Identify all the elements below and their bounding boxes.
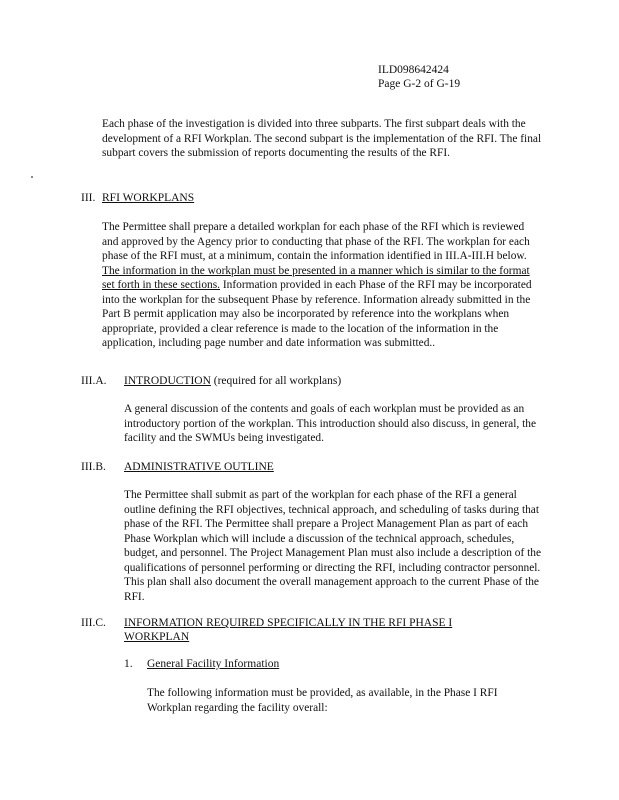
section-title: ADMINISTRATIVE OUTLINE [124,461,274,473]
paragraph-text: Information provided in each Phase of the RFI may be incorporated into the workplan for the subsequent Phase by reference. Information already submitted in the Part B permit application may also be incorporated by reference into the workplans when appropriate, provided a clear reference is made to the location of the information in the application, including page number and date information was submitted.. [102,279,532,349]
item-paragraph: The following information must be provided, as available, in the Phase I RFI Workplan regarding the facility overall: [147,687,498,714]
section-title-continued: WORKPLAN [124,631,190,643]
page-number: Page G-2 of G-19 [378,78,461,90]
intro-paragraph: Each phase of the investigation is divided into three subparts. The first subpart deals with the development of a RFI Workplan. The second subpart is the implementation of the RFI. The final subpart covers the submission of reports documenting the results of the RFI. [102,118,542,159]
item-title: General Facility Information [147,658,280,670]
section-title: INTRODUCTION [124,375,211,387]
scan-speck [31,176,33,178]
section-paragraph: A general discussion of the contents and goals of each workplan must be provided as an introductory portion of the workplan. This introduction should also discuss, in general, the facility and the SWMUs being investigated. [124,403,537,444]
section-title: RFI WORKPLANS [102,192,195,204]
document-id: ILD098642424 [378,64,449,76]
section-paragraph: The Permittee shall submit as part of the workplan for each phase of the RFI a general outline defining the RFI objectives, technical approach, and scheduling of tasks during that phase of the RFI. The Permittee shall prepare a Project Management Plan as part of each Phase Workplan which will include a discussion of the technical approach, schedules, budget, and personnel. The Project Management Plan must also include a description of the qualifications of personnel performing or directing the RFI, including contractor personnel. This plan shall also document the overall management approach to the current Phase of the RFI. [124,489,542,603]
section-number: III.B. [81,461,106,473]
section-number: III.A. [81,375,107,387]
paragraph-emphasis: The information in the workplan must be presented in a manner which is similar to the format set forth in these sections. [102,264,530,291]
section-heading [124,374,341,388]
section-paragraph [102,220,542,351]
paragraph-text: The Permittee shall prepare a detailed workplan for each phase of the RFI which is reviewed and approved by the Agency prior to conducting that phase of the RFI. The workplan for each phase of the RFI must, at a minimum, contain the information identified in III.A-III.H below. [102,221,530,262]
section-number: III. [81,192,96,204]
item-number: 1. [124,658,133,670]
section-number: III.C. [81,617,106,629]
section-title-note: (required for all workplans) [213,375,342,387]
section-title: INFORMATION REQUIRED SPECIFICALLY IN THE RFI PHASE I [124,617,453,629]
